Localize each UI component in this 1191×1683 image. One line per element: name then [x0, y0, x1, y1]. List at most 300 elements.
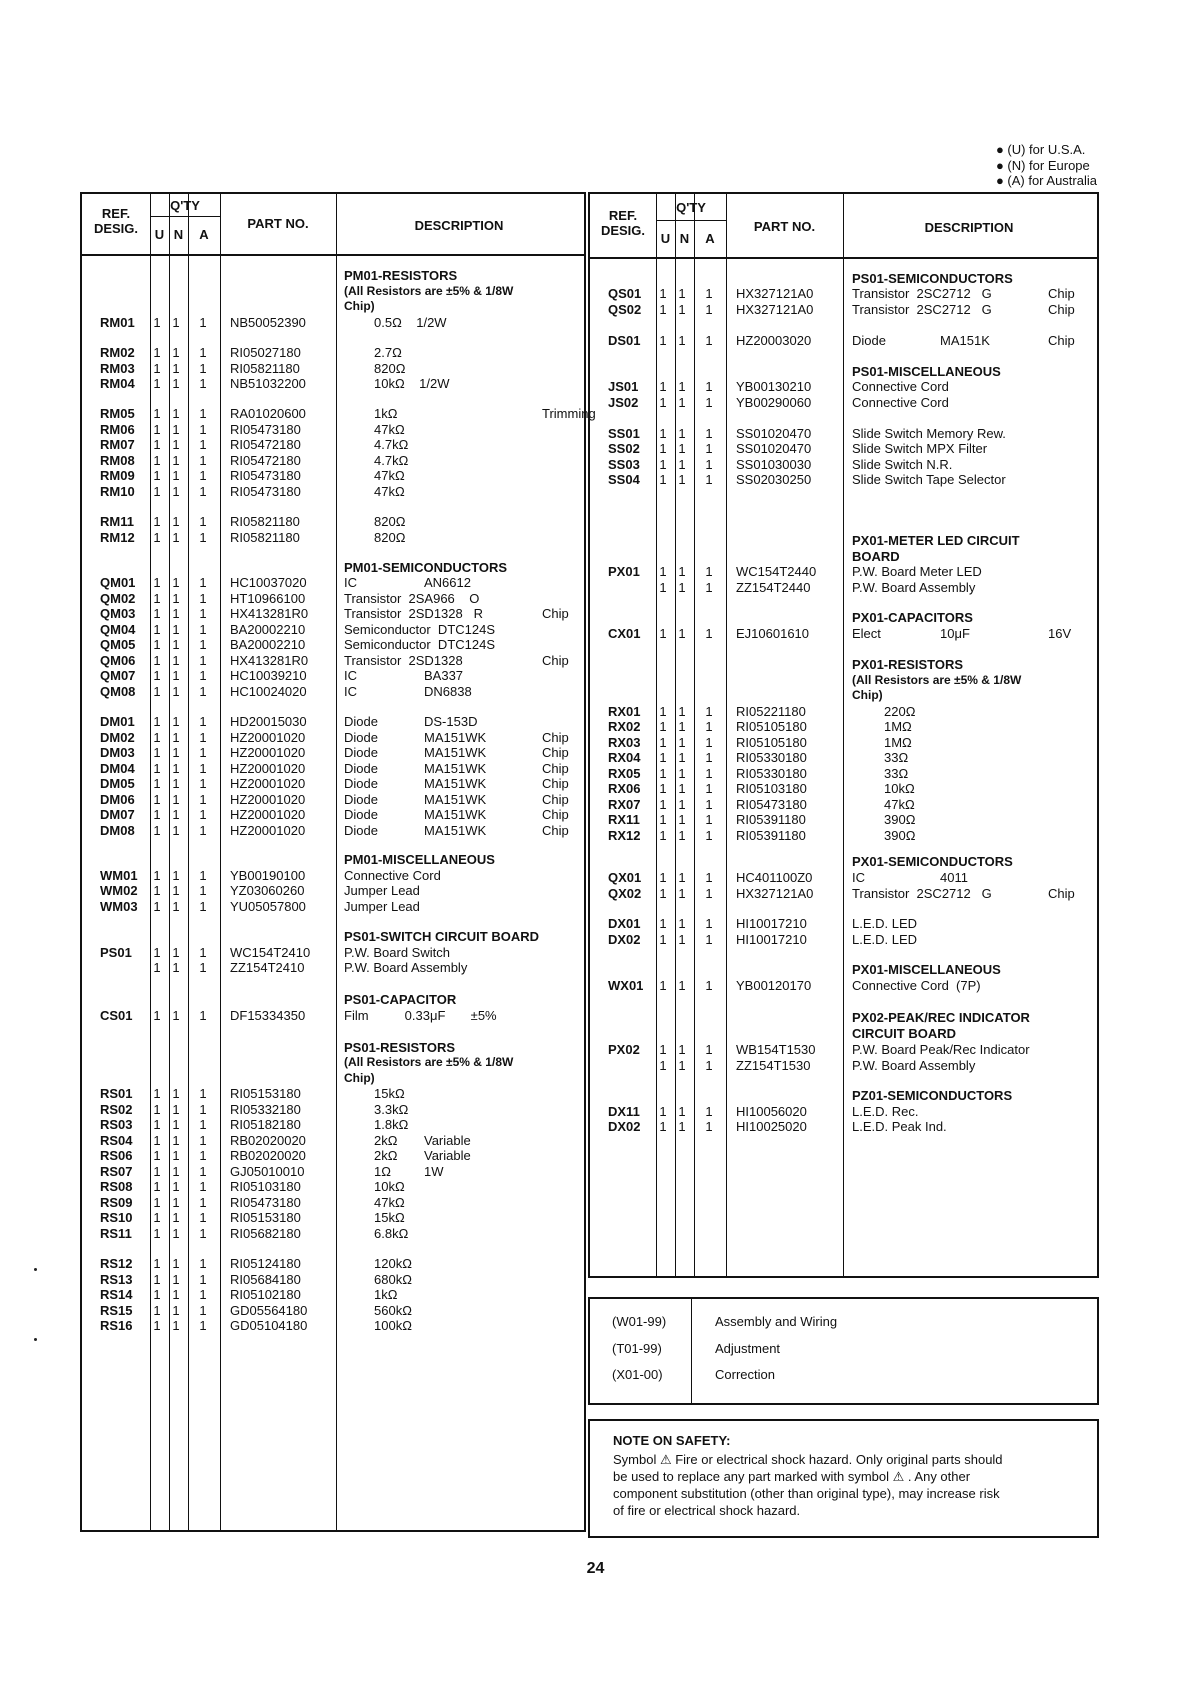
ref-desig: QM04	[100, 622, 136, 637]
qty-a: 1	[199, 745, 207, 760]
ref-desig: DM05	[100, 776, 135, 791]
qty-a: 1	[199, 960, 207, 975]
ref-desig: RS01	[100, 1086, 133, 1101]
section-heading: PX01-CAPACITORS	[852, 610, 973, 625]
qty-a: 1	[705, 441, 713, 456]
ref-desig: RX06	[608, 781, 641, 796]
ref-desig: RM09	[100, 468, 135, 483]
qty-a: 1	[705, 797, 713, 812]
qty-u: 1	[659, 812, 667, 827]
qty-u: 1	[659, 564, 667, 579]
description-note: Chip	[542, 653, 569, 668]
qty-a: 1	[199, 345, 207, 360]
ref-desig: QM01	[100, 575, 136, 590]
description: 10kΩ	[884, 781, 915, 796]
qty-u: 1	[153, 1287, 161, 1302]
qty-a: 1	[705, 704, 713, 719]
qty-n: 1	[678, 735, 686, 750]
qty-a: 1	[199, 575, 207, 590]
qty-n: 1	[172, 1117, 180, 1132]
part-no: RI05821180	[230, 514, 300, 529]
part-no: RB02020020	[230, 1148, 306, 1163]
ref-desig: RM08	[100, 453, 135, 468]
qty-u: 1	[153, 653, 161, 668]
qty-n: 1	[172, 960, 180, 975]
description: Connective Cord	[852, 395, 949, 410]
qty-n: 1	[172, 1256, 180, 1271]
ref-desig: RM07	[100, 437, 135, 452]
qty-u: 1	[153, 437, 161, 452]
legend-usa: ● (U) for U.S.A.	[995, 142, 1086, 157]
qty-n: 1	[172, 668, 180, 683]
qty-n: 1	[172, 345, 180, 360]
description: Transistor 2SA966 O	[344, 591, 480, 606]
description-value: MA151WK	[424, 776, 487, 791]
part-no: HI10025020	[736, 1119, 807, 1134]
part-no: RA01020600	[230, 406, 306, 421]
qty-n: 1	[678, 1058, 686, 1073]
description-note: Chip	[542, 792, 569, 807]
description: 47kΩ	[374, 484, 405, 499]
qty-n: 1	[172, 514, 180, 529]
ref-desig: SS02	[608, 441, 640, 456]
qty-a: 1	[199, 714, 207, 729]
qty-u: 1	[153, 1148, 161, 1163]
description: Diode	[852, 333, 886, 348]
description-note: Chip	[1048, 286, 1075, 301]
description-note: Chip	[1048, 886, 1075, 901]
description-value: AN6612	[424, 575, 471, 590]
qty-u: 1	[153, 868, 161, 883]
qty-a: 1	[199, 1256, 207, 1271]
ref-desig: RS16	[100, 1318, 133, 1333]
ref-desig: RS03	[100, 1117, 133, 1132]
ref-desig: RM05	[100, 406, 135, 421]
ref-desig: JS02	[608, 395, 639, 410]
qty-n: 1	[172, 1226, 180, 1241]
qty-a: 1	[199, 484, 207, 499]
description: Jumper Lead	[344, 899, 420, 914]
assembly-desc: Assembly and Wiring	[715, 1314, 838, 1329]
qty-u: 1	[153, 422, 161, 437]
part-no: HI10017210	[736, 916, 807, 931]
section-heading: PX01-METER LED CIRCUIT	[852, 533, 1020, 548]
description: P.W. Board Peak/Rec Indicator	[852, 1042, 1030, 1057]
ref-desig: WM02	[100, 883, 138, 898]
qty-u: 1	[153, 807, 161, 822]
legend-europe: ● (N) for Europe	[995, 157, 1090, 173]
qty-n: 1	[172, 484, 180, 499]
qty-n: 1	[172, 530, 180, 545]
qty-n: 1	[172, 714, 180, 729]
ref-desig: PX01	[608, 564, 640, 579]
qty-u: 1	[153, 406, 161, 421]
qty-u: 1	[153, 1117, 161, 1132]
part-no: HC10037020	[230, 575, 307, 590]
qty-n: 1	[678, 286, 686, 301]
margin-mark	[34, 1338, 37, 1341]
description: 6.8kΩ	[374, 1226, 409, 1241]
section-heading: PS01-MISCELLANEOUS	[852, 364, 1001, 379]
description: Slide Switch MPX Filter	[852, 441, 988, 456]
description: P.W. Board Meter LED	[852, 564, 982, 579]
description: 10kΩ 1/2W	[374, 376, 450, 391]
qty-n: 1	[172, 899, 180, 914]
qty-u: 1	[659, 978, 667, 993]
qty-n: 1	[678, 932, 686, 947]
part-no: YU05057800	[230, 899, 306, 914]
part-no: HX413281R0	[230, 653, 309, 668]
qty-u: 1	[659, 472, 667, 487]
part-no: HI10056020	[736, 1104, 807, 1119]
qty-a: 1	[705, 1042, 713, 1057]
section-heading: (All Resistors are ±5% & 1/8W	[344, 284, 514, 298]
safety-line: of fire or electrical shock hazard.	[613, 1503, 801, 1518]
qty-a: 1	[705, 932, 713, 947]
description: Slide Switch Tape Selector	[852, 472, 1006, 487]
region-legend	[996, 142, 1097, 189]
qty-a: 1	[705, 886, 713, 901]
qty-u: 1	[153, 606, 161, 621]
qty-u: 1	[153, 575, 161, 590]
qty-a: 1	[199, 1226, 207, 1241]
section-heading: (All Resistors are ±5% & 1/8W	[344, 1055, 514, 1069]
ref-desig: QM02	[100, 591, 136, 606]
qty-n: 1	[172, 823, 180, 838]
ref-desig: RS12	[100, 1256, 133, 1271]
qty-a: 1	[705, 916, 713, 931]
qty-u: 1	[153, 1086, 161, 1101]
ref-desig: DX11	[608, 1104, 640, 1119]
description: 0.5Ω 1/2W	[374, 315, 447, 330]
part-no: GD05104180	[230, 1318, 308, 1333]
part-no: HC10024020	[230, 684, 307, 699]
qty-u: 1	[153, 745, 161, 760]
ref-desig: RS04	[100, 1133, 133, 1148]
description-value: MA151WK	[424, 761, 487, 776]
qty-u: 1	[153, 315, 161, 330]
part-no: RI05221180	[736, 704, 806, 719]
qty-u: 1	[153, 668, 161, 683]
safety-note	[588, 1419, 1099, 1538]
part-no: RI05103180	[230, 1179, 301, 1194]
ref-desig: QM05	[100, 637, 136, 652]
qty-a: 1	[199, 653, 207, 668]
ref-desig: RM06	[100, 422, 135, 437]
qty-n: 1	[172, 684, 180, 699]
qty-a: 1	[199, 945, 207, 960]
description-note: Chip	[542, 807, 569, 822]
qty-u: 1	[659, 932, 667, 947]
part-no: GJ05010010	[230, 1164, 305, 1179]
qty-a: 1	[199, 1148, 207, 1163]
qty-n: 1	[172, 730, 180, 745]
description: L.E.D. Rec.	[852, 1104, 919, 1119]
part-no: DF15334350	[230, 1008, 306, 1023]
part-no: RI05473180	[230, 484, 301, 499]
ref-desig: RS15	[100, 1303, 133, 1318]
qty-u: 1	[153, 1195, 161, 1210]
part-no: WC154T2410	[230, 945, 311, 960]
description: IC	[344, 575, 357, 590]
part-no: HZ20001020	[230, 745, 306, 760]
qty-u: 1	[659, 441, 667, 456]
header-u: U	[154, 227, 165, 242]
description: Slide Switch N.R.	[852, 457, 953, 472]
ref-desig: DM08	[100, 823, 135, 838]
qty-a: 1	[199, 807, 207, 822]
ref-desig: QM08	[100, 684, 136, 699]
description-value: 1W	[424, 1164, 444, 1179]
description: 1Ω	[374, 1164, 391, 1179]
qty-n: 1	[678, 472, 686, 487]
part-no: HZ20001020	[230, 730, 306, 745]
assembly-box	[588, 1297, 1099, 1405]
qty-a: 1	[705, 828, 713, 843]
description: Diode	[344, 714, 378, 729]
description: Transistor 2SC2712 G	[852, 886, 992, 901]
part-no: YB00190100	[230, 868, 306, 883]
qty-a: 1	[705, 580, 713, 595]
ref-desig: DS01	[608, 333, 641, 348]
qty-u: 1	[153, 1226, 161, 1241]
qty-u: 1	[659, 1058, 667, 1073]
qty-a: 1	[199, 1179, 207, 1194]
qty-u: 1	[153, 1272, 161, 1287]
qty-a: 1	[199, 883, 207, 898]
qty-u: 1	[153, 1303, 161, 1318]
qty-a: 1	[199, 761, 207, 776]
qty-u: 1	[153, 1318, 161, 1333]
description-note: Chip	[542, 730, 569, 745]
part-no: RI05102180	[230, 1287, 301, 1302]
description: Diode	[344, 761, 378, 776]
part-no: RI05473180	[230, 1195, 301, 1210]
qty-n: 1	[172, 406, 180, 421]
qty-a: 1	[199, 1133, 207, 1148]
description: Diode	[344, 776, 378, 791]
part-no: YB00120170	[736, 978, 812, 993]
qty-n: 1	[172, 1303, 180, 1318]
ref-desig: WM01	[100, 868, 138, 883]
description-value: MA151WK	[424, 807, 487, 822]
ref-desig: QX01	[608, 870, 642, 885]
qty-a: 1	[199, 668, 207, 683]
description: 820Ω	[374, 361, 406, 376]
qty-n: 1	[172, 437, 180, 452]
description: Connective Cord (7P)	[852, 978, 981, 993]
qty-n: 1	[172, 776, 180, 791]
description: 47kΩ	[374, 1195, 405, 1210]
qty-a: 1	[705, 870, 713, 885]
qty-u: 1	[153, 530, 161, 545]
qty-u: 1	[659, 426, 667, 441]
qty-a: 1	[199, 422, 207, 437]
qty-a: 1	[705, 781, 713, 796]
qty-u: 1	[153, 945, 161, 960]
description: 47kΩ	[374, 422, 405, 437]
qty-n: 1	[678, 1119, 686, 1134]
ref-desig: DX02	[608, 932, 641, 947]
margin-mark	[34, 1268, 37, 1271]
qty-n: 1	[678, 886, 686, 901]
qty-n: 1	[172, 622, 180, 637]
qty-a: 1	[199, 606, 207, 621]
part-no: HX327121A0	[736, 886, 814, 901]
qty-a: 1	[199, 1303, 207, 1318]
qty-a: 1	[199, 1008, 207, 1023]
qty-a: 1	[199, 406, 207, 421]
ref-desig: SS01	[608, 426, 640, 441]
ref-desig: DX02	[608, 1119, 641, 1134]
header-n: N	[173, 227, 184, 242]
qty-a: 1	[705, 719, 713, 734]
description: 100kΩ	[374, 1318, 412, 1333]
qty-a: 1	[705, 1058, 713, 1073]
description: 1kΩ	[374, 1287, 398, 1302]
qty-a: 1	[199, 637, 207, 652]
ref-desig: RM11	[100, 514, 134, 529]
description: P.W. Board Assembly	[344, 960, 468, 975]
part-no: YZ03060260	[230, 883, 305, 898]
ref-desig: DM06	[100, 792, 135, 807]
description: 15kΩ	[374, 1086, 405, 1101]
qty-a: 1	[199, 453, 207, 468]
part-no: SS01030030	[736, 457, 812, 472]
qty-u: 1	[153, 761, 161, 776]
ref-desig: DM02	[100, 730, 135, 745]
part-no: RI05473180	[230, 422, 301, 437]
qty-a: 1	[199, 1086, 207, 1101]
ref-desig: RS10	[100, 1210, 133, 1225]
qty-n: 1	[172, 422, 180, 437]
section-heading: Chip)	[344, 1071, 375, 1085]
ref-desig: QM07	[100, 668, 136, 683]
qty-u: 1	[659, 286, 667, 301]
qty-a: 1	[199, 776, 207, 791]
section-heading: PX01-SEMICONDUCTORS	[852, 854, 1013, 869]
description: 1.8kΩ	[374, 1117, 409, 1132]
part-no: HC401100Z0	[736, 870, 813, 885]
qty-a: 1	[199, 591, 207, 606]
part-no: RI05682180	[230, 1226, 301, 1241]
qty-u: 1	[659, 766, 667, 781]
ref-desig: PX02	[608, 1042, 640, 1057]
part-no: BA20002210	[230, 622, 306, 637]
description: Transistor 2SC2712 G	[852, 286, 992, 301]
description: 10kΩ	[374, 1179, 405, 1194]
qty-n: 1	[172, 575, 180, 590]
description: P.W. Board Switch	[344, 945, 450, 960]
ref-desig: CX01	[608, 626, 641, 641]
part-no: RI05684180	[230, 1272, 301, 1287]
part-no: RI05821180	[230, 361, 300, 376]
qty-u: 1	[153, 345, 161, 360]
qty-a: 1	[199, 1210, 207, 1225]
qty-n: 1	[172, 468, 180, 483]
qty-u: 1	[659, 781, 667, 796]
qty-u: 1	[659, 916, 667, 931]
description-note: Trimming	[542, 406, 596, 421]
qty-a: 1	[199, 1287, 207, 1302]
part-no: RI05105180	[736, 719, 807, 734]
description: Jumper Lead	[344, 883, 420, 898]
description-value: Variable	[424, 1148, 471, 1163]
description: Film 0.33μF ±5%	[344, 1008, 497, 1023]
part-no: RI05105180	[736, 735, 807, 750]
qty-a: 1	[199, 622, 207, 637]
qty-u: 1	[153, 960, 161, 975]
qty-n: 1	[678, 750, 686, 765]
part-no: RB02020020	[230, 1133, 306, 1148]
qty-n: 1	[172, 1008, 180, 1023]
description: 3.3kΩ	[374, 1102, 409, 1117]
description: Semiconductor DTC124S	[344, 622, 496, 637]
qty-n: 1	[678, 395, 686, 410]
header-u: U	[660, 231, 671, 246]
description: Semiconductor DTC124S	[344, 637, 496, 652]
qty-n: 1	[172, 1164, 180, 1179]
qty-n: 1	[172, 653, 180, 668]
qty-n: 1	[172, 1148, 180, 1163]
ref-desig: QX02	[608, 886, 642, 901]
qty-a: 1	[705, 1119, 713, 1134]
qty-u: 1	[659, 719, 667, 734]
ref-desig: RM03	[100, 361, 135, 376]
ref-desig: RM12	[100, 530, 135, 545]
ref-desig: DM07	[100, 807, 135, 822]
section-heading: PS01-SWITCH CIRCUIT BOARD	[344, 929, 540, 944]
header-n: N	[679, 231, 690, 246]
ref-desig: RS14	[100, 1287, 133, 1302]
qty-u: 1	[659, 870, 667, 885]
section-heading: PS01-CAPACITOR	[344, 992, 457, 1007]
qty-n: 1	[678, 797, 686, 812]
description: 2kΩ	[374, 1148, 398, 1163]
description-value: 10μF	[940, 626, 970, 641]
section-heading: BOARD	[852, 549, 900, 564]
ref-desig: RS13	[100, 1272, 133, 1287]
qty-u: 1	[153, 591, 161, 606]
qty-u: 1	[153, 792, 161, 807]
qty-u: 1	[659, 580, 667, 595]
qty-a: 1	[705, 766, 713, 781]
description-note: Chip	[1048, 333, 1075, 348]
description-value: 4011	[940, 870, 968, 885]
qty-u: 1	[153, 776, 161, 791]
qty-u: 1	[153, 376, 161, 391]
qty-u: 1	[153, 622, 161, 637]
part-no: RI05472180	[230, 453, 301, 468]
description-note: Chip	[1048, 302, 1075, 317]
description-value: MA151K	[940, 333, 990, 348]
qty-a: 1	[199, 730, 207, 745]
part-no: RI05473180	[736, 797, 807, 812]
qty-u: 1	[659, 886, 667, 901]
description: Diode	[344, 807, 378, 822]
description-value: DN6838	[424, 684, 472, 699]
qty-u: 1	[153, 637, 161, 652]
ref-desig: RX02	[608, 719, 641, 734]
ref-desig: QM06	[100, 653, 136, 668]
parts-table-left	[80, 192, 596, 1532]
description: 15kΩ	[374, 1210, 405, 1225]
description: L.E.D. LED	[852, 916, 918, 931]
description-note: 16V	[1048, 626, 1072, 641]
assembly-code: (T01-99)	[612, 1341, 662, 1356]
qty-u: 1	[153, 361, 161, 376]
qty-u: 1	[659, 797, 667, 812]
